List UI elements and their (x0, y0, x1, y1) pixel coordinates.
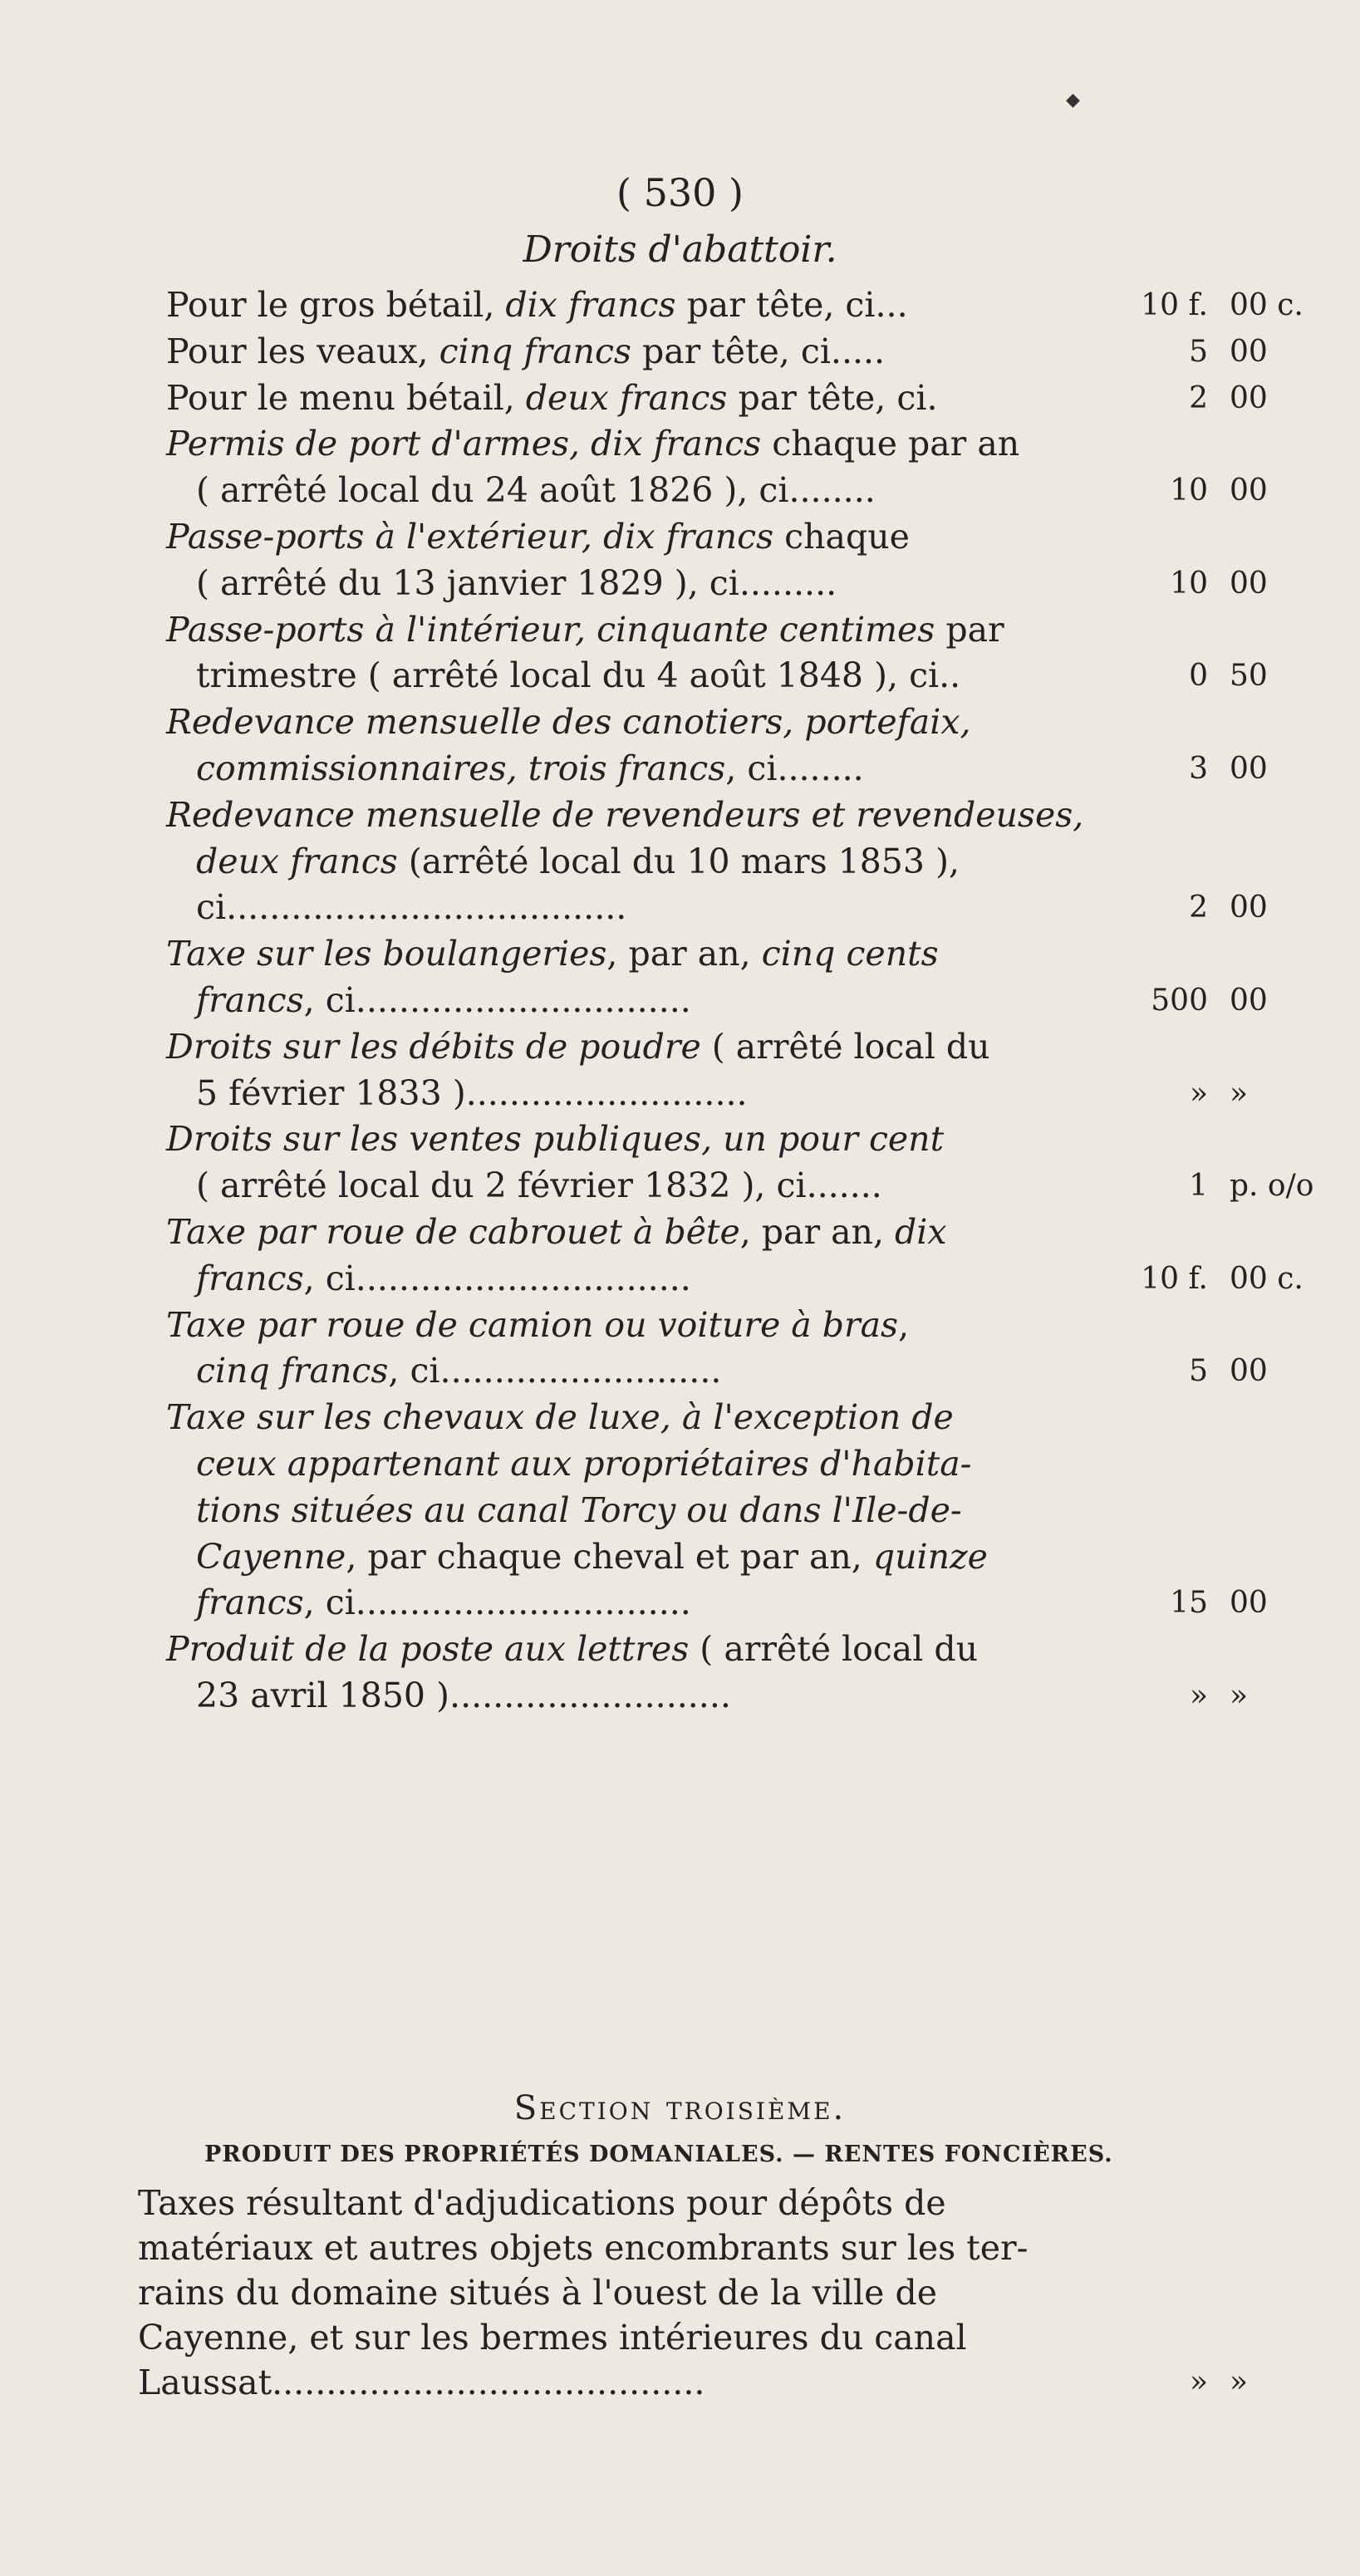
entry-text (196, 1488, 962, 1534)
paragraph-line-text: Cayenne, et sur les bermes intérieures du canal (138, 2318, 967, 2358)
entry-line (166, 1209, 1346, 1256)
entry-text (196, 746, 864, 792)
leader-dots: ............................... (355, 1258, 691, 1298)
entry-text (196, 1673, 731, 1720)
entry-text (166, 1024, 990, 1071)
entry-text (196, 1348, 721, 1395)
paragraph-line (138, 2315, 1201, 2360)
entry-line (166, 561, 1346, 607)
entry-text-part: Produit de la poste aux lettres (166, 1629, 690, 1670)
entry-text-part: 5 février 1833 ) (196, 1072, 466, 1113)
entry-text-part: francs (196, 1258, 304, 1298)
entry-text-part: Passe-ports à l'intérieur, cinquante centimes (166, 609, 935, 650)
entry-text-part: Droits sur les ventes publiques, un pour cent (166, 1119, 945, 1160)
entry-text-part: , ci (388, 1351, 440, 1391)
paragraph-line (138, 2270, 1201, 2315)
entry-text (166, 1627, 978, 1673)
entry-text (196, 468, 876, 514)
entry-text-part: francs (196, 1582, 304, 1623)
entry-text (166, 282, 908, 329)
entry-text (166, 329, 885, 375)
amount-main: 10 (1170, 473, 1208, 508)
entry-line (166, 1441, 1346, 1488)
entry-line (166, 1673, 1346, 1720)
leader-dots: .......................... (465, 1072, 748, 1113)
amount-main: » (1189, 1678, 1208, 1713)
entry-text-part: Pour les veaux, (166, 331, 439, 371)
amount-fraction: 00 (1230, 473, 1268, 508)
entry-line (166, 699, 1346, 746)
entry-text (196, 1256, 691, 1303)
entry-text-part: ( arrêté local du (700, 1026, 990, 1067)
entry-text-part: commissionnaires, trois francs (196, 748, 726, 788)
entry-line (166, 653, 1346, 699)
entry-line (166, 1395, 1346, 1441)
entry-text-part: Taxe sur les boulangeries (166, 934, 607, 974)
entry-line (166, 885, 1346, 931)
entry-text (166, 514, 910, 561)
amount-main: 0 (1189, 659, 1208, 694)
entry-line (166, 1348, 1346, 1395)
entry-text (196, 1163, 882, 1209)
entry-text-part: quinze (872, 1536, 988, 1577)
entry-text-part: ci (196, 887, 227, 928)
entry-line (166, 1580, 1346, 1627)
amount-fraction: 00 c. (1230, 288, 1304, 322)
section-paragraph (138, 2181, 1249, 2405)
entry-amount (1110, 375, 1351, 422)
amount-fraction: 00 (1230, 334, 1268, 369)
entry-text-part: ( arrêté local du 24 août 1826 ), ci........ (196, 470, 876, 511)
entry-line (166, 1071, 1346, 1117)
amount-fraction: 00 (1230, 983, 1268, 1018)
tariff-list (166, 282, 1346, 1720)
entry-line (166, 1534, 1346, 1581)
entry-line (166, 1116, 1346, 1163)
entry-text-part: , ci (303, 1582, 356, 1623)
leader-dots: .......................... (439, 1351, 722, 1391)
entry-text (196, 839, 960, 886)
entry-text (166, 375, 937, 422)
amount-fraction: 00 (1230, 1586, 1268, 1621)
entry-amount (1110, 329, 1351, 375)
entry-text (196, 978, 691, 1024)
paragraph-line-text: rains du domaine situés à l'ouest de la ville de (138, 2273, 937, 2313)
entry-text-part: (arrêté local du 10 mars 1853 ), (397, 841, 960, 881)
entry-text-part: Passe-ports à l'extérieur, dix francs (166, 516, 774, 557)
entry-text-part: ( arrêté du 13 janvier 1829 ), ci......... (196, 562, 837, 603)
entry-text-part: 23 avril 1850 ) (196, 1675, 450, 1715)
amount-fraction: 00 (1230, 891, 1268, 925)
entry-text-part: tions situées au canal Torcy ou dans l'Ile-de- (196, 1489, 962, 1530)
leader-dots: ............................... (355, 1582, 691, 1623)
entry-amount (1110, 1163, 1351, 1209)
entry-text (166, 1395, 954, 1441)
amount-main: 10 f. (1141, 1261, 1208, 1296)
entry-text-part: ( arrêté local du 2 février 1832 ), ci....... (196, 1165, 882, 1206)
amount-main: 1 (1189, 1169, 1208, 1204)
entry-line (166, 375, 1346, 422)
entry-text (196, 1071, 748, 1117)
page-title: Droits d'abattoir. (523, 228, 837, 271)
entry-text-part: , ci (303, 1258, 356, 1298)
entry-text-part: , ci (303, 979, 356, 1020)
amount-fraction: » (1230, 1678, 1249, 1713)
amount-fraction: » (1230, 1076, 1249, 1111)
paragraph-line (138, 2225, 1201, 2270)
entry-text-part: , (898, 1304, 910, 1345)
entry-text-part: , par an, (739, 1211, 896, 1252)
entry-text-part: , par an, (606, 934, 762, 974)
entry-text-part: par tête, ci... (675, 285, 908, 325)
entry-text (196, 1441, 972, 1488)
amount-main: » (1189, 1076, 1208, 1111)
entry-text (166, 699, 971, 746)
entry-amount (1110, 1673, 1351, 1720)
entry-text-part: Taxe sur les chevaux de luxe, à l'exception de (166, 1397, 954, 1438)
entry-text-part: Redevance mensuelle de revendeurs et revendeuses, (166, 794, 1084, 835)
entry-line (166, 1488, 1346, 1534)
amount-fraction: 00 (1230, 566, 1268, 601)
entry-line (166, 282, 1346, 329)
entry-amount (1110, 1071, 1351, 1117)
entry-text (166, 421, 1019, 468)
section-title: Section troisième. (513, 2089, 847, 2127)
entry-text-part: ( arrêté local du (689, 1629, 979, 1670)
entry-text (166, 931, 939, 978)
entry-text-part: cinq francs (439, 331, 631, 371)
entry-text-part: Droits sur les débits de poudre (166, 1026, 701, 1067)
entry-text-part: deux francs (196, 841, 398, 881)
entry-line (166, 839, 1346, 886)
entry-amount (1110, 468, 1351, 514)
entry-text-part: francs (196, 979, 304, 1020)
entry-text-part: cinq cents (761, 934, 939, 974)
entry-amount (1110, 1256, 1351, 1303)
entry-text-part: Taxe par roue de cabrouet à bête (166, 1211, 740, 1252)
paragraph-line (138, 2360, 1249, 2405)
entry-text (166, 1116, 944, 1163)
entry-amount (1110, 561, 1351, 607)
paragraph-amount (1110, 2360, 1351, 2405)
ornament-mark: ◆ (1066, 90, 1080, 110)
amount-fraction: 00 (1230, 751, 1268, 786)
entry-text (166, 792, 1083, 839)
entry-text-part: Permis de port d'armes, dix francs (166, 424, 762, 464)
entry-line (166, 1303, 1346, 1349)
entry-text-part: Pour le gros bétail, (166, 285, 506, 325)
amount-main: 10 f. (1141, 288, 1208, 322)
entry-text (196, 653, 960, 699)
amount-main: 2 (1189, 380, 1208, 415)
entry-amount (1110, 885, 1351, 931)
entry-text (166, 1303, 909, 1349)
entry-text-part: par (935, 609, 1004, 650)
entry-amount (1110, 653, 1351, 699)
entry-text-part: deux francs (525, 377, 728, 418)
entry-text (196, 885, 626, 931)
entry-text-part: Redevance mensuelle des canotiers, portefaix, (166, 702, 971, 743)
amount-main: 10 (1170, 566, 1208, 601)
entry-text-part: cinq francs (196, 1351, 389, 1391)
entry-line (166, 421, 1346, 468)
leader-dots: .......................... (449, 1675, 731, 1715)
section-subtitle: PRODUIT DES PROPRIÉTÉS DOMANIALES. — RENTES FONCIÈRES. (204, 2142, 1113, 2167)
entry-text-part: ceux appartenant aux propriétaires d'habita- (196, 1443, 972, 1484)
amount-main: » (1189, 2365, 1208, 2399)
paragraph-line-text: Taxes résultant d'adjudications pour dépôts de (138, 2183, 946, 2223)
entry-line (166, 1024, 1346, 1071)
entry-line (166, 1256, 1346, 1303)
entry-line (166, 792, 1346, 839)
paragraph-line (138, 2181, 1201, 2225)
entry-line (166, 607, 1346, 654)
entry-amount (1110, 282, 1351, 329)
amount-fraction: 50 (1230, 659, 1268, 694)
paragraph-line-text: Laussat........................................ (138, 2363, 705, 2402)
entry-text-part: par tête, ci..... (631, 331, 886, 371)
entry-line (166, 468, 1346, 514)
entry-amount (1110, 1348, 1351, 1395)
amount-fraction: » (1230, 2365, 1249, 2399)
entry-text-part: trimestre ( arrêté local du 4 août 1848 ), ci.. (196, 655, 961, 696)
entry-text-part: , par chaque cheval et par an, (346, 1536, 873, 1577)
amount-main: 500 (1151, 983, 1208, 1018)
entry-text-part: dix (895, 1211, 947, 1252)
entry-text-part: Pour le menu bétail, (166, 377, 526, 418)
entry-text-part: Taxe par roue de camion ou voiture à bras (166, 1304, 899, 1345)
leader-dots: ..................................... (226, 887, 627, 928)
paragraph-line-text: matériaux et autres objets encombrants sur les ter- (138, 2228, 1029, 2268)
entry-text (196, 1534, 988, 1581)
entry-line (166, 978, 1346, 1024)
entry-text-part: dix francs (505, 285, 676, 325)
amount-fraction: 00 c. (1230, 1261, 1304, 1296)
entry-line (166, 1163, 1346, 1209)
entry-text-part: chaque par an (761, 424, 1020, 464)
entry-line (166, 514, 1346, 561)
leader-dots: ............................... (355, 979, 691, 1020)
entry-line (166, 746, 1346, 792)
entry-amount (1110, 746, 1351, 792)
entry-text-part: chaque (773, 516, 910, 557)
entry-text-part: Cayenne (196, 1536, 346, 1577)
entry-line (166, 329, 1346, 375)
amount-fraction: 00 (1230, 1354, 1268, 1389)
amount-main: 15 (1170, 1586, 1208, 1621)
amount-main: 3 (1189, 751, 1208, 786)
entry-text (166, 1209, 947, 1256)
entry-text (196, 561, 837, 607)
entry-text (196, 1580, 691, 1627)
entry-text-part: , ci........ (725, 748, 864, 788)
amount-fraction: 00 (1230, 380, 1268, 415)
entry-line (166, 931, 1346, 978)
entry-text-part: par tête, ci. (727, 377, 938, 418)
amount-main: 5 (1189, 334, 1208, 369)
entry-amount (1110, 1580, 1351, 1627)
entry-line (166, 1627, 1346, 1673)
amount-main: 5 (1189, 1354, 1208, 1389)
amount-fraction: p. o/o (1230, 1169, 1314, 1204)
entry-amount (1110, 978, 1351, 1024)
entry-text (166, 607, 1004, 654)
amount-main: 2 (1189, 891, 1208, 925)
page-number: ( 530 ) (616, 170, 744, 215)
